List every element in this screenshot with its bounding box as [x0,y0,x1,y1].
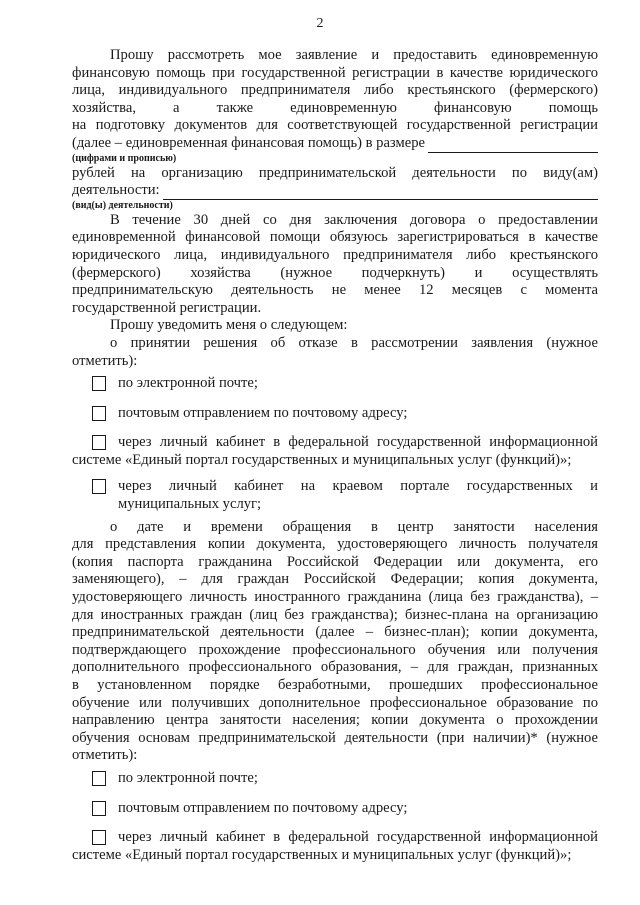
appointment-line: для представления копии документа, удостоверяющего личность получателя [72,536,598,553]
option-label: через личный кабинет на краевом портале государственных и [118,478,598,495]
appointment-line: направлению центра занятости населения; копии документа о прохождении [72,712,598,729]
checkbox[interactable] [92,771,106,786]
option-label: через личный кабинет в федеральной государственной информационной [118,434,598,451]
activity-prefix: деятельности: [72,182,160,199]
option-label: через личный кабинет в федеральной государственной информационной [118,829,598,846]
activity-blank[interactable] [163,185,598,200]
checkbox[interactable] [92,376,106,391]
document-body [72,47,598,864]
appointment-line: обучение или получивших дополнительное профессиональное образование по [72,694,598,711]
amount-line [72,135,598,153]
appointment-line: заменяющего), – для граждан Российской Федерации; копия документа, [72,571,598,588]
appointment-paragraph [72,519,598,765]
appointment-line: подтверждающего прохождение профессионального обучения или получения [72,641,598,658]
option-label: системе «Единый портал государственных и муниципальных услуг (функций)»; [72,451,572,468]
appointment-line: (копия паспорта гражданина Российской Федерации или документа, его [72,553,598,570]
option-label: по электронной почте; [118,375,258,392]
appointment-line: обучения основам предпринимательской деятельности (при наличии)* (нужное [72,729,598,746]
intro-line: финансовую помощь при государственной регистрации в качестве юридического [72,64,598,81]
intro-line: на подготовку документов для соответствующей государственной регистрации [72,117,598,134]
amount-caption: (цифрами и прописью) [72,152,177,164]
commitment-paragraph [72,212,598,318]
option-label: системе «Единый портал государственных и муниципальных услуг (функций)»; [72,846,572,863]
appointment-line: о дате и времени обращения в центр занятости населения [110,518,598,535]
activity-line: рублей на организацию предпринимательской деятельности по виду(ам) [72,164,598,181]
appointment-line: в установленном порядке безработными, прошедших профессиональное [72,677,598,693]
option-label: муниципальных услуг; [118,496,262,513]
commitment-line: (фермерского) хозяйства (нужное подчеркнуть) и осуществлять [72,264,598,281]
option-label: почтовым отправлением по почтовому адресу; [118,404,408,421]
refusal-line: о принятии решения об отказе в рассмотрении заявления (нужное [110,334,598,351]
amount-blank[interactable] [428,138,598,153]
refusal-line: отметить): [72,352,138,369]
appointment-line: предпринимательской деятельности (далее – бизнес-план); копии документа, [72,624,598,641]
appointment-option-federal-portal [72,829,598,864]
commitment-line: предпринимательскую деятельность не менее 12 месяцев с момента [72,282,598,299]
option-label: по электронной почте; [118,769,258,786]
checkbox[interactable] [92,801,106,816]
intro-line: Прошу рассмотреть мое заявление и предоставить единовременную [110,47,598,63]
option-label: почтовым отправлением по почтовому адресу; [118,799,408,816]
refusal-paragraph [72,335,598,370]
intro-paragraph [72,47,598,211]
appointment-option-email [72,770,598,788]
appointment-option-post [72,800,598,818]
activity-caption: (вид(ы) деятельности) [72,199,173,211]
page-number: 2 [316,16,324,31]
refusal-option-post [72,405,598,423]
checkbox[interactable] [92,479,106,494]
intro-line: лица, индивидуального предпринимателя либо крестьянского (фермерского) [72,82,598,99]
commitment-line: В течение 30 дней со дня заключения договора о предоставлении [110,211,598,228]
notify-intro: Прошу уведомить меня о следующем: [110,317,348,334]
commitment-line: юридического лица, индивидуального предпринимателя либо крестьянского [72,246,598,263]
appointment-line: удостоверяющего личность иностранного гражданина (лица без гражданства), – [72,589,598,606]
amount-prefix: (далее – единовременная финансовая помощь) в размере [72,134,425,151]
commitment-line: государственной регистрации. [72,299,262,316]
intro-line: хозяйства, а также единовременную финансовую помощь [72,99,598,116]
refusal-option-regional-portal [72,478,598,513]
checkbox[interactable] [92,830,106,845]
refusal-option-email [72,375,598,393]
refusal-option-federal-portal [72,434,598,469]
activity-fill-line [72,182,598,200]
appointment-line: дополнительного профессионального образования, – для граждан, признанных [72,659,598,676]
checkbox[interactable] [92,406,106,421]
commitment-line: единовременной финансовой помощи обязуюсь зарегистрироваться в качестве [72,229,598,246]
appointment-line: отметить): [72,747,138,764]
checkbox[interactable] [92,435,106,450]
appointment-line: для иностранных граждан (лиц без гражданства); бизнес-плана на организацию [72,606,598,623]
